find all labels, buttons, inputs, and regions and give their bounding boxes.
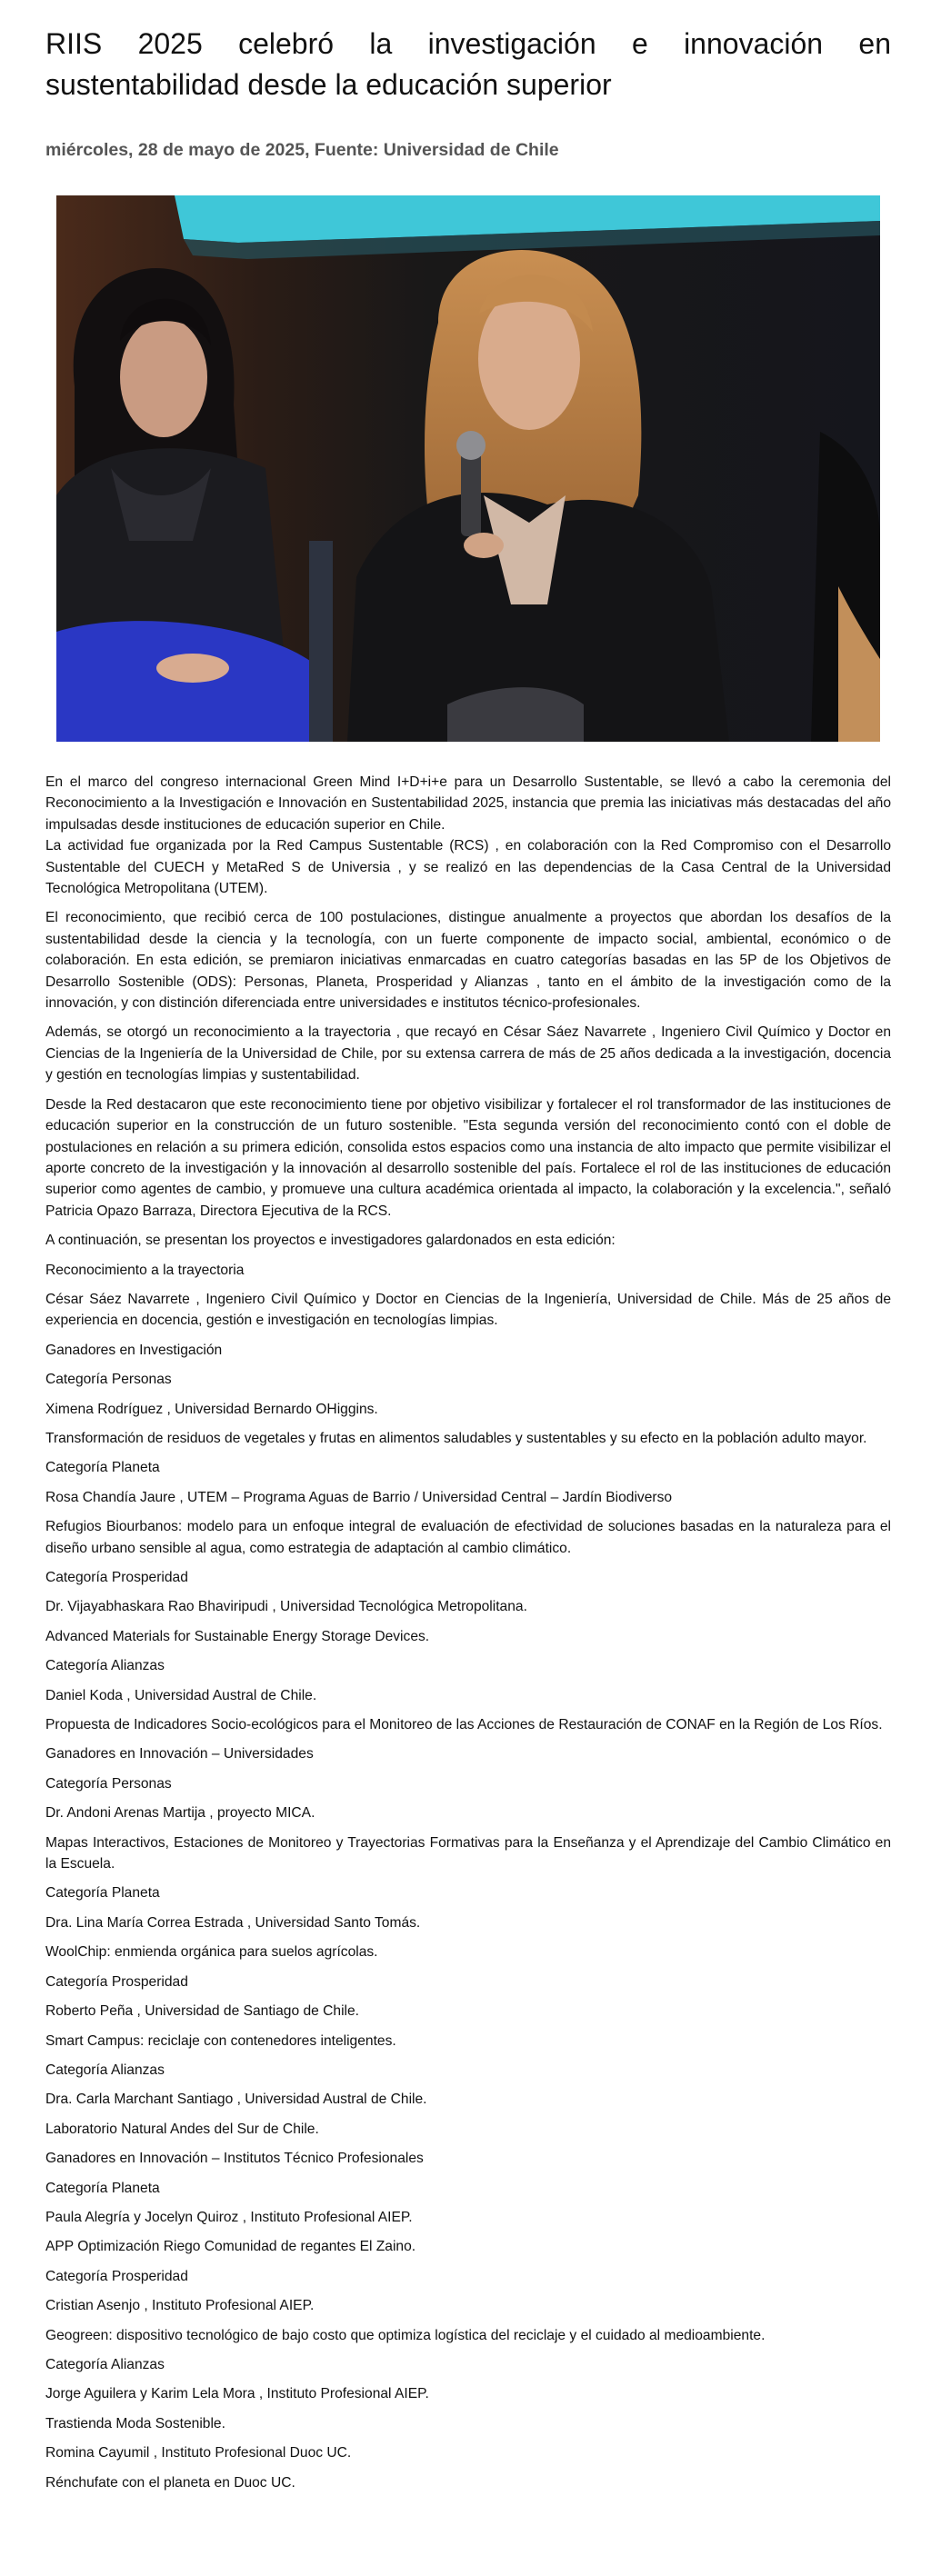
project-title: Propuesta de Indicadores Socio-ecológicos para el Monitoreo de las Acciones de Restauración de CONAF en la Región de Los Ríos.	[45, 1717, 883, 1733]
winner-name: Dr. Andoni Arenas Martija , proyecto MICA.	[45, 1805, 315, 1822]
category-heading: Categoría Prosperidad	[45, 1570, 188, 1585]
article	[45, 0, 891, 2501]
winner-name: Rosa Chandía Jaure , UTEM – Programa Aguas de Barrio / Universidad Central – Jardín Biodiverso	[45, 1489, 673, 1505]
category-heading: Categoría Prosperidad	[45, 2268, 188, 2284]
category-heading: Categoría Planeta	[45, 1885, 160, 1902]
winner-name: Paula Alegría y Jocelyn Quiroz , Instituto Profesional AIEP.	[45, 2209, 413, 2225]
section-heading: Ganadores en Innovación – Institutos Técnico Profesionales	[45, 2151, 424, 2167]
category-heading: Categoría Alianzas	[45, 2062, 165, 2078]
project-title: Laboratorio Natural Andes del Sur de Chile.	[45, 2121, 319, 2137]
article-meta: miércoles, 28 de mayo de 2025, Fuente: Universidad de Chile	[45, 140, 559, 160]
winner-name: Roberto Peña , Universidad de Santiago de Chile.	[45, 2003, 360, 2020]
paragraph: Desde la Red destacaron que este reconocimiento tiene por objetivo visibilizar y fortalecer el rol transformador de las instituciones de educación superior en la construcción de un futuro sostenible. "Esta segunda versión del reconocimiento contó con el doble de postulaciones en relación a su primera edición, consolida estos espacios como una instancia de alto impacto que permite visibilizar el aporte concreto de la investigación y la innovación al desarrollo sostenible del país. Fortalece el rol de las instituciones de educación superior como agentes de cambio, y promueve una cultura académica orientada al impacto, la colaboración y la excelencia.", señaló Patricia Opazo Barraza, Directora Ejecutiva de la RCS.	[45, 1096, 891, 1219]
article-body	[45, 772, 891, 2493]
project-title: Trastienda Moda Sostenible.	[45, 2415, 225, 2431]
category-heading: Categoría Prosperidad	[45, 1973, 188, 1990]
article-photo	[56, 195, 880, 742]
category-heading: Categoría Planeta	[45, 2180, 160, 2196]
section-heading: Ganadores en Innovación – Universidades	[45, 1746, 314, 1762]
project-title: WoolChip: enmienda orgánica para suelos agrícolas.	[45, 1944, 378, 1961]
category-heading: Categoría Planeta	[45, 1460, 160, 1476]
paragraph: En el marco del congreso internacional Green Mind I+D+i+e para un Desarrollo Sustentable, se llevó a cabo la ceremonia del Reconocimiento a la Investigación e Innovación en Sustentabilidad 2025, instancia que premia las iniciativas más destacadas del año impulsadas desde instituciones de educación superior en Chile.	[45, 774, 891, 833]
winner-name: Romina Cayumil , Instituto Profesional Duoc UC.	[45, 2445, 352, 2461]
article-title: RIIS 2025 celebró la investigación e innovación en sustentabilidad desde la educación superior	[45, 27, 891, 101]
project-title: Smart Campus: reciclaje con contenedores inteligentes.	[45, 2032, 396, 2049]
winner-name: Dr. Vijayabhaskara Rao Bhaviripudi , Universidad Tecnológica Metropolitana.	[45, 1599, 527, 1615]
paragraph: Además, se otorgó un reconocimiento a la trayectoria , que recayó en César Sáez Navarrete , Ingeniero Civil Químico y Doctor en Ciencias de la Ingeniería de la Universidad de Chile, por su extensa carrera de más de 25 años dedicada a la investigación, docencia y gestión en tecnologías limpias y sustentabilidad.	[45, 1024, 891, 1083]
project-title: Refugios Biourbanos: modelo para un enfoque integral de evaluación de efectividad de soluciones basadas en la naturaleza para el diseño urbano sensible al agua, como estrategia de adaptación al cambio climático.	[45, 1519, 891, 1556]
project-title: Advanced Materials for Sustainable Energy Storage Devices.	[45, 1628, 430, 1644]
category-heading: Categoría Alianzas	[45, 2356, 165, 2372]
paragraph: La actividad fue organizada por la Red Campus Sustentable (RCS) , en colaboración con la Red Compromiso con el Desarrollo Sustentable del CUECH y MetaRed S de Universia , y se realizó en las dependencias de la Casa Central de la Universidad Tecnológica Metropolitana (UTEM).	[45, 838, 891, 897]
paragraph: A continuación, se presentan los proyectos e investigadores galardonados en esta edición:	[45, 1233, 616, 1249]
project-title: Rénchufate con el planeta en Duoc UC.	[45, 2474, 295, 2491]
category-heading: Categoría Alianzas	[45, 1658, 165, 1674]
paragraph: César Sáez Navarrete , Ingeniero Civil Químico y Doctor en Ciencias de la Ingeniería, Universidad de Chile. Más de 25 años de experiencia en docencia, gestión e investigación en tecnologías limpias.	[45, 1291, 891, 1329]
project-title: Geogreen: dispositivo tecnológico de bajo costo que optimiza logística del reciclaje y el cuidado al medioambiente.	[45, 2327, 766, 2343]
winner-name: Ximena Rodríguez , Universidad Bernardo OHiggins.	[45, 1401, 378, 1417]
winner-name: Jorge Aguilera y Karim Lela Mora , Instituto Profesional AIEP.	[45, 2386, 429, 2402]
project-title: Transformación de residuos de vegetales y frutas en alimentos saludables y sustentables y su efecto en la población adulto mayor.	[45, 1430, 867, 1446]
paragraph: El reconocimiento, que recibió cerca de 100 postulaciones, distingue anualmente a proyectos que abordan los desafíos de la sustentabilidad desde la ciencia y la tecnología, con un fuerte componente de impacto social, ambiental, económico o de colaboración. En esta edición, se premiaron iniciativas enmarcadas en cuatro categorías basadas en las 5P de los Objetivos de Desarrollo Sostenible (ODS): Personas, Planeta, Prosperidad y Alianzas , tanto en el ámbito de la investigación como de la innovación, y con distinción diferenciada entre universidades e institutos técnico-profesionales.	[45, 910, 891, 1012]
winner-name: Dra. Lina María Correa Estrada , Universidad Santo Tomás.	[45, 1914, 421, 1931]
section-heading: Reconocimiento a la trayectoria	[45, 1262, 245, 1278]
project-title: Mapas Interactivos, Estaciones de Monitoreo y Trayectorias Formativas para la Enseñanza y el Aprendizaje del Cambio Climático en la Escuela.	[45, 1834, 891, 1872]
project-title: APP Optimización Riego Comunidad de regantes El Zaino.	[45, 2239, 416, 2255]
category-heading: Categoría Personas	[45, 1775, 172, 1792]
section-heading: Ganadores en Investigación	[45, 1342, 223, 1358]
winner-name: Dra. Carla Marchant Santiago , Universidad Austral de Chile.	[45, 2092, 427, 2108]
category-heading: Categoría Personas	[45, 1372, 172, 1388]
winner-name: Daniel Koda , Universidad Austral de Chile.	[45, 1687, 317, 1703]
winner-name: Cristian Asenjo , Instituto Profesional AIEP.	[45, 2298, 315, 2314]
